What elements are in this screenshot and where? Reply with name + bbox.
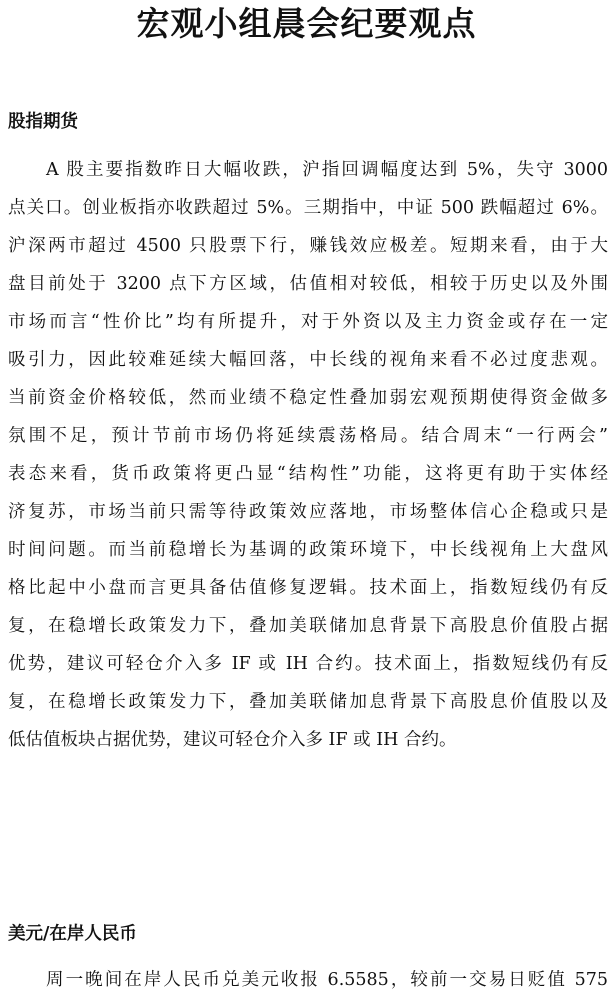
paragraph-line: 市场而言“性价比”均有所提升，对于外资以及主力资金或存在一定 — [8, 312, 608, 332]
paragraph-line: A 股主要指数昨日大幅收跌，沪指回调幅度达到 5%，失守 3000 — [46, 160, 608, 180]
section-heading-stock-index-futures: 股指期货 — [8, 112, 78, 132]
paragraph-line: 盘目前处于 3200 点下方区域，估值相对较低，相较于历史以及外围 — [8, 274, 608, 294]
paragraph-line: 点关口。创业板指亦收跌超过 5%。三期指中，中证 500 跌幅超过 6%。 — [8, 198, 608, 218]
paragraph-line: 沪深两市超过 4500 只股票下行，赚钱效应极差。短期来看，由于大 — [8, 236, 608, 256]
paragraph-usd-cny — [8, 968, 608, 1006]
paragraph-line: 表态来看，货币政策将更凸显“结构性”功能，这将更有助于实体经 — [8, 464, 608, 484]
page-title: 宏观小组晨会纪要观点 — [136, 4, 477, 43]
paragraph-line: 济复苏，市场当前只需等待政策效应落地，市场整体信心企稳或只是 — [8, 502, 608, 522]
paragraph-line: 复，在稳增长政策发力下，叠加美联储加息背景下高股息价值股以及 — [8, 692, 608, 712]
paragraph-stock-index-futures — [8, 158, 608, 766]
paragraph-line: 格比起中小盘而言更具备估值修复逻辑。技术面上，指数短线仍有反 — [8, 578, 608, 598]
paragraph-line: 当前资金价格较低，然而业绩不稳定性叠加弱宏观预期使得资金做多 — [8, 388, 608, 408]
paragraph-line: 优势，建议可轻仓介入多 IF 或 IH 合约。技术面上，指数短线仍有反 — [8, 654, 608, 674]
paragraph-line: 复，在稳增长政策发力下，叠加美联储加息背景下高股息价值股占据 — [8, 616, 608, 636]
paragraph-line: 周一晚间在岸人民币兑美元收报 6.5585，较前一交易日贬值 575 — [46, 970, 608, 990]
paragraph-line: 吸引力，因此较难延续大幅回落，中长线的视角来看不必过度悲观。 — [8, 350, 608, 370]
paragraph-line: 时间问题。而当前稳增长为基调的政策环境下，中长线视角上大盘风 — [8, 540, 608, 560]
paragraph-line: 低估值板块占据优势，建议可轻仓介入多 IF 或 IH 合约。 — [8, 730, 457, 750]
section-heading-usd-cny: 美元/在岸人民币 — [8, 924, 137, 944]
paragraph-line: 氛围不足，预计节前市场仍将延续震荡格局。结合周末“一行两会” — [8, 426, 608, 446]
